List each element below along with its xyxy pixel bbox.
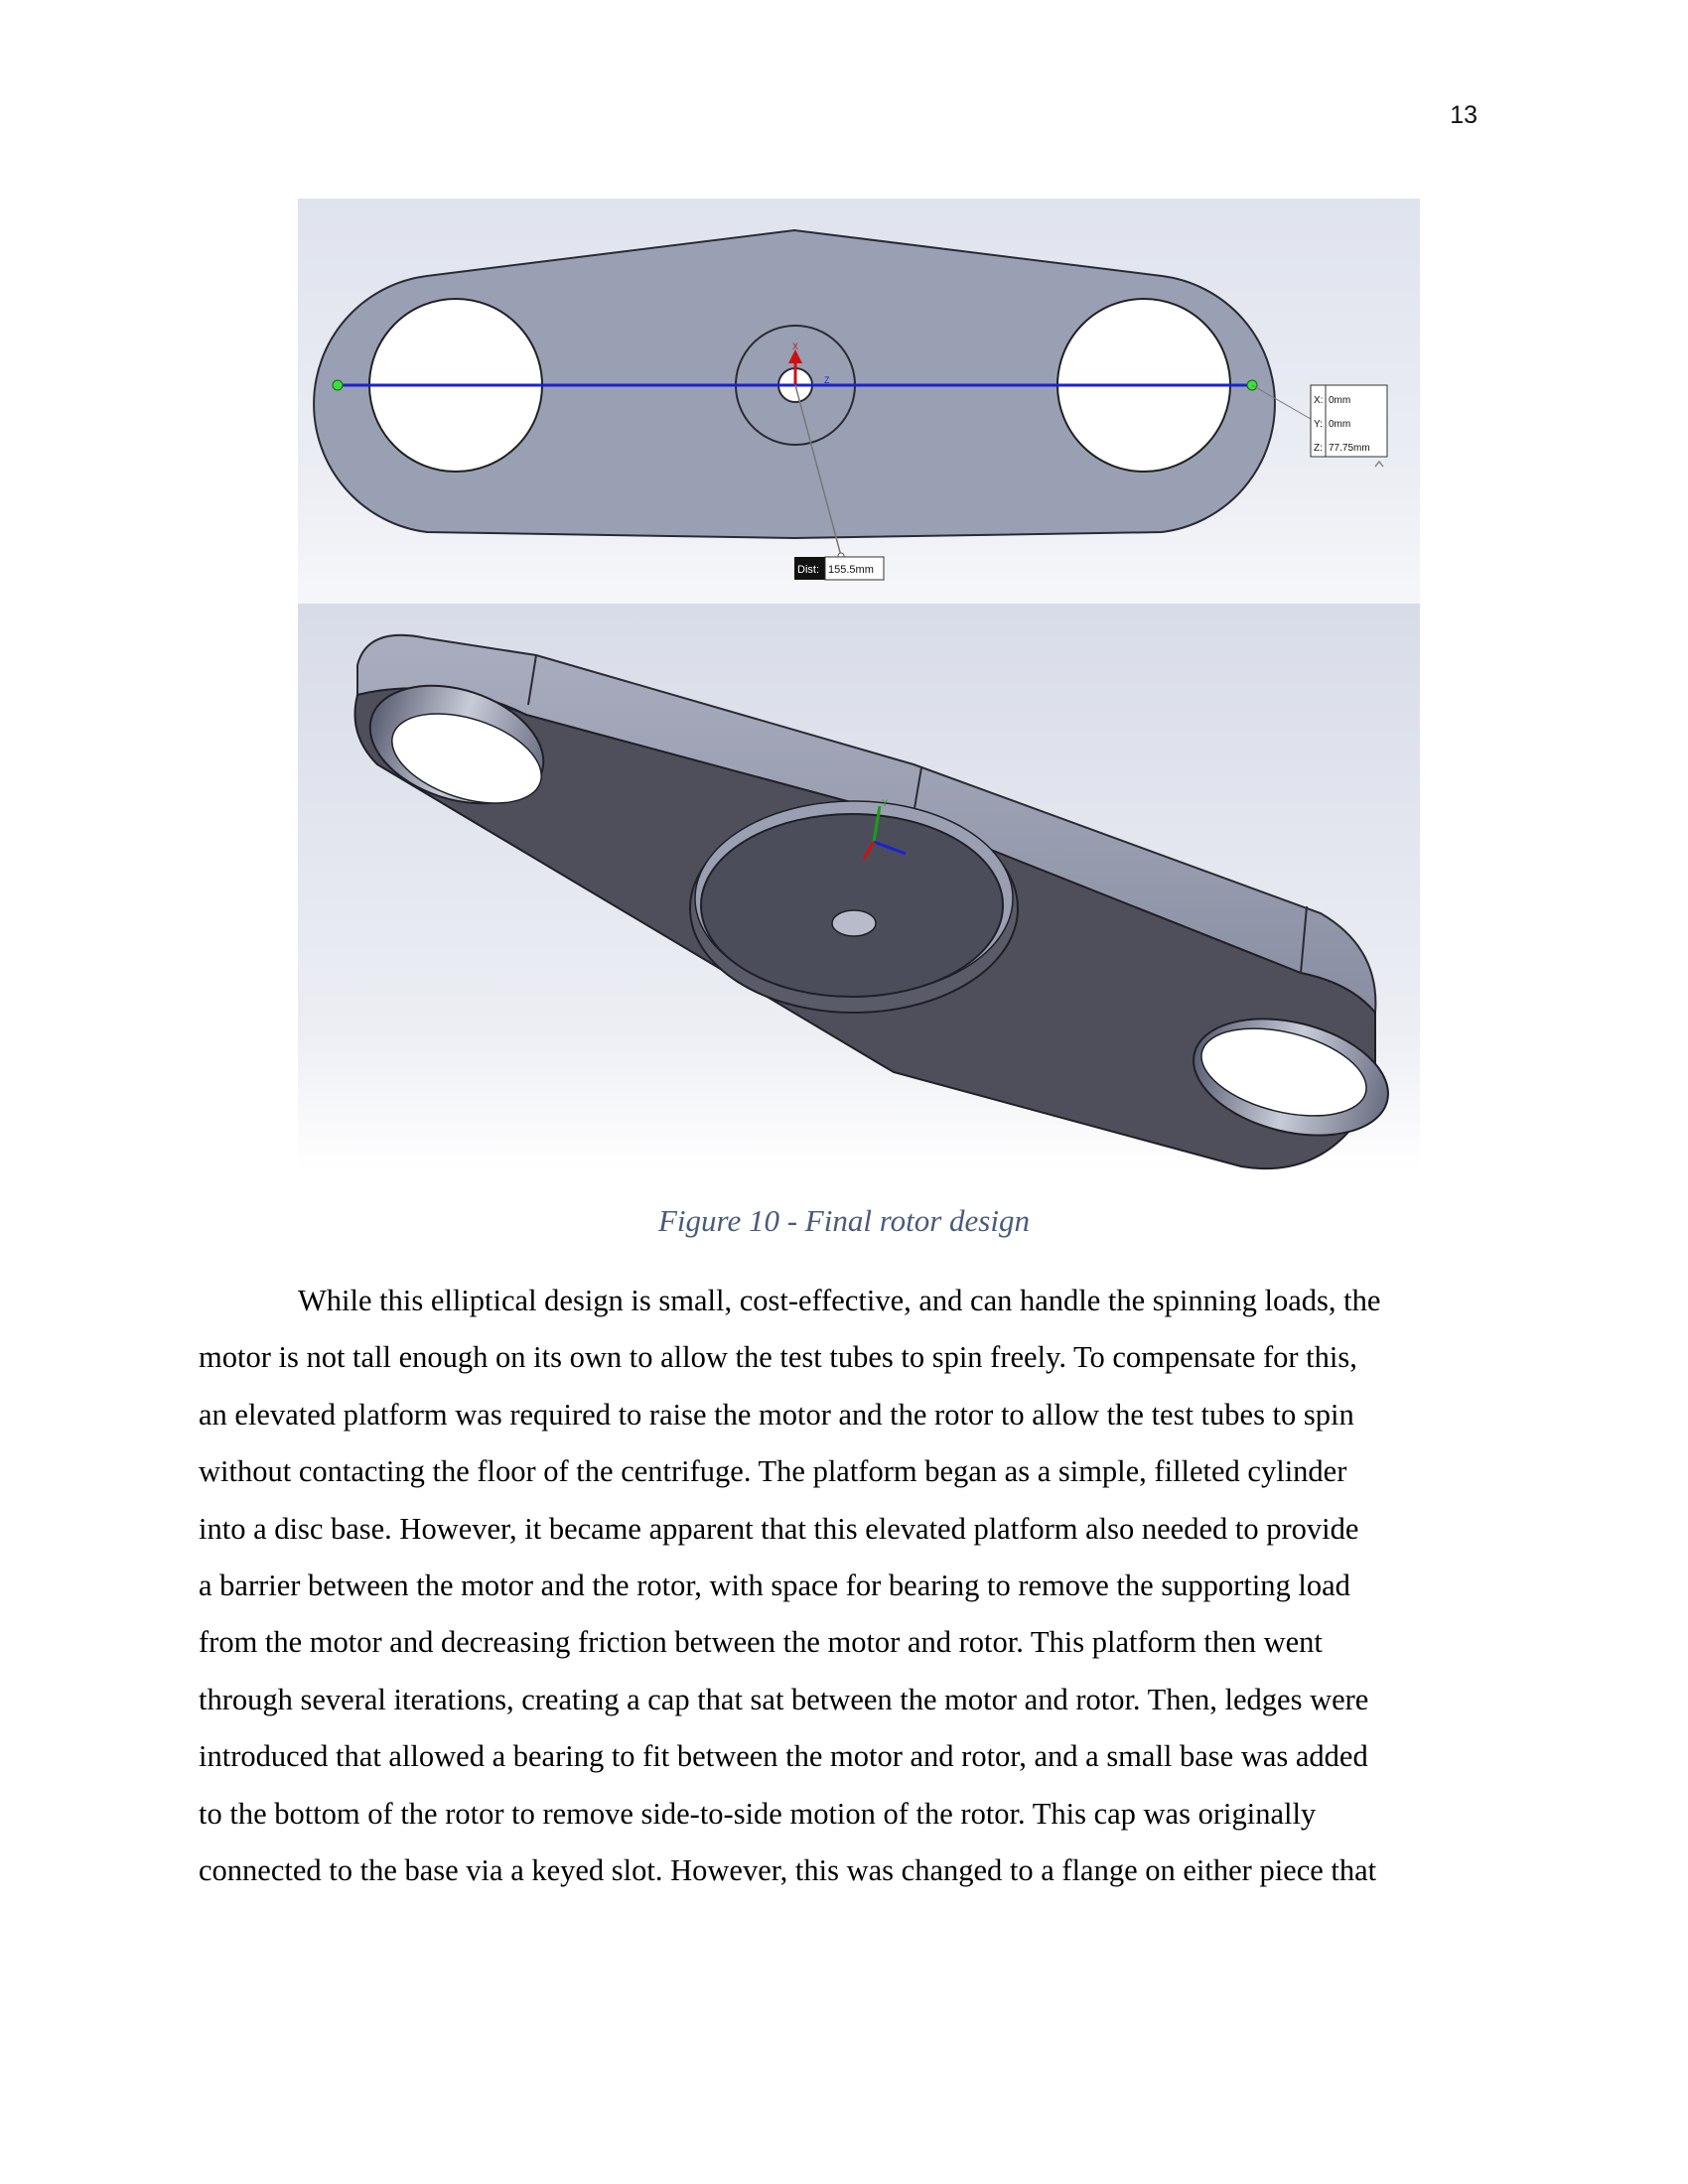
paragraph-line: through several iterations, creating a cap that sat between the motor and rotor. Then, ledges were: [199, 1682, 1369, 1716]
paragraph-line: While this elliptical design is small, cost-effective, and can handle the spinning loads, the: [298, 1284, 1381, 1317]
rotor-cad-views: [298, 199, 1420, 1171]
paragraph-line: into a disc base. However, it became apparent that this elevated platform also needed to provide: [199, 1511, 1359, 1546]
paragraph-line: an elevated platform was required to raise the motor and the rotor to allow the test tubes to spin: [199, 1397, 1354, 1432]
center-cap-hole: [832, 910, 876, 936]
paragraph-line: introduced that allowed a bearing to fit between the motor and rotor, and a small base was added: [199, 1739, 1368, 1774]
coord-y-value: 0mm: [1329, 419, 1351, 430]
page-number: 13: [1450, 101, 1477, 129]
dist-label: Dist:: [797, 564, 819, 576]
dist-readout: [794, 557, 884, 580]
coord-z-label: Z:: [1314, 443, 1323, 454]
paragraph-line: to the bottom of the rotor to remove side-to-side motion of the rotor. This cap was originally: [199, 1796, 1317, 1831]
isometric-view: [298, 604, 1420, 1171]
paragraph-line: motor is not tall enough on its own to allow the test tubes to spin freely. To compensate for this,: [199, 1340, 1357, 1375]
coord-z-value: 77.75mm: [1329, 443, 1370, 454]
measure-point-left: [333, 380, 343, 390]
axis-x-label: X: [792, 341, 799, 351]
body-paragraph: [199, 1273, 1489, 1899]
coord-x-value: 0mm: [1329, 395, 1351, 406]
top-view: [298, 199, 1420, 604]
figure-caption: Figure 10 - Final rotor design: [658, 1203, 1030, 1238]
coord-y-label: Y:: [1314, 419, 1323, 430]
paragraph-line: without contacting the floor of the centrifuge. The platform began as a simple, filleted cylinder: [199, 1454, 1347, 1489]
paragraph-line: from the motor and decreasing friction between the motor and rotor. This platform then went: [199, 1625, 1323, 1660]
coord-x-label: X:: [1314, 395, 1324, 406]
paragraph-line: connected to the base via a keyed slot. However, this was changed to a flange on either piece that: [199, 1853, 1377, 1888]
dist-value: 155.5mm: [828, 564, 874, 576]
iso-axis-y-label: Y: [882, 798, 889, 808]
figure-rotor-design: [298, 199, 1420, 1171]
axis-z-label: Z: [824, 375, 830, 385]
center-cap-face: [701, 814, 1003, 997]
paragraph-line: a barrier between the motor and the rotor, with space for bearing to remove the supporting load: [199, 1569, 1350, 1603]
